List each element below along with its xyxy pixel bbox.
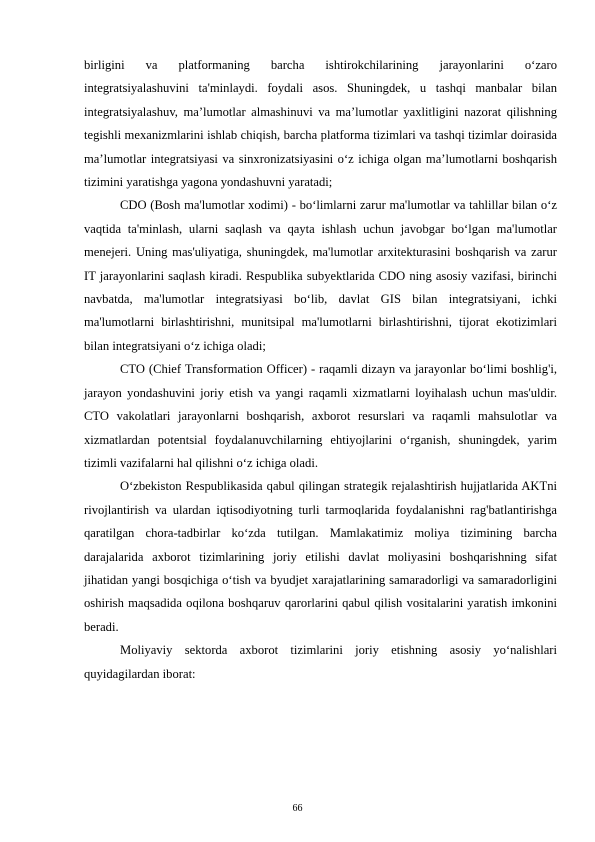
paragraph-directions: Moliyaviy sektorda axborot tizimlarini joriy etishning asosiy yo‘nalishlari quyidagilardan iborat:	[84, 643, 557, 681]
paragraph-cdo: CDO (Bosh ma'lumotlar xodimi) - bo‘limlarni zarur ma'lumotlar va tahlillar bilan o‘z vaqtida ta'minlash, ularni saqlash va qayta ishlash uchun javobgar bo‘lgan ma'lumotlar menejeri. Uning mas'uliyatiga, shuningdek, ma'lumotlar arxitekturasini boshqarish va zarur IT jarayonlarini saqlash kiradi. Respublika subyektlarida CDO ning asosiy vazifasi, birinchi navbatda, ma'lumotlar integratsiyasi bo‘lib, davlat GIS bilan integratsiyani, ichki ma'lumotlarni birlashtirishni, munitsipal ma'lumotlarni birlashtirishni, tijorat ekotizimlari bilan integratsiyani o‘z ichiga oladi;	[84, 198, 557, 353]
paragraph-continuation: birligini va platformaning barcha ishtirokchilarining jarayonlarini oʻzaro integratsiyalashuvini ta'minlaydi. foydali asos. Shuningdek, u tashqi manbalar bilan integratsiyalashuv, maʼlumotlar almashinuvi va maʼlumotlar yaxlitligini nazorat qilishning tegishli mexanizmlarini ishlab chiqish, barcha platforma tizimlari va tashqi tizimlar doirasida maʼlumotlar integratsiyasi va sinxronizatsiyasini oʻz ichiga olgan maʼlumotlarni boshqarish tizimini yaratishga yagona yondashuvni yaratadi;	[84, 58, 557, 190]
document-body	[84, 54, 557, 686]
paragraph-strategy: O‘zbekiston Respublikasida qabul qilingan strategik rejalashtirish hujjatlarida AKTni rivojlantirish va ulardan iqtisodiyotning turli tarmoqlarida foydalanishni rag'batlantirishga qaratilgan chora-tadbirlar ko‘zda tutilgan. Mamlakatimiz moliya tizimining barcha darajalarida axborot tizimlarining joriy etilishi davlat moliyasini boshqarishning sifat jihatidan yangi bosqichiga o‘tish va byudjet xarajatlarining samaradorligi va samaradorligini oshirish maqsadida oqilona boshqaruv qarorlarini qabul qilish vositalarini yaratish imkonini beradi.	[84, 479, 557, 634]
page-number: 66	[292, 803, 303, 814]
paragraph-cto: CTO (Chief Transformation Officer) - raqamli dizayn va jarayonlar bo‘limi boshlig'i, jarayon yondashuvini joriy etish va yangi raqamli xizmatlarni loyihalash uchun mas'uldir. CTO vakolatlari jarayonlarni boshqarish, axborot resurslari va raqamli mahsulotlar va xizmatlardan potentsial foydalanuvchilarning ehtiyojlarini o‘rganish, shuningdek, yarim tizimli vazifalarni hal qilishni o‘z ichiga oladi.	[84, 362, 557, 470]
